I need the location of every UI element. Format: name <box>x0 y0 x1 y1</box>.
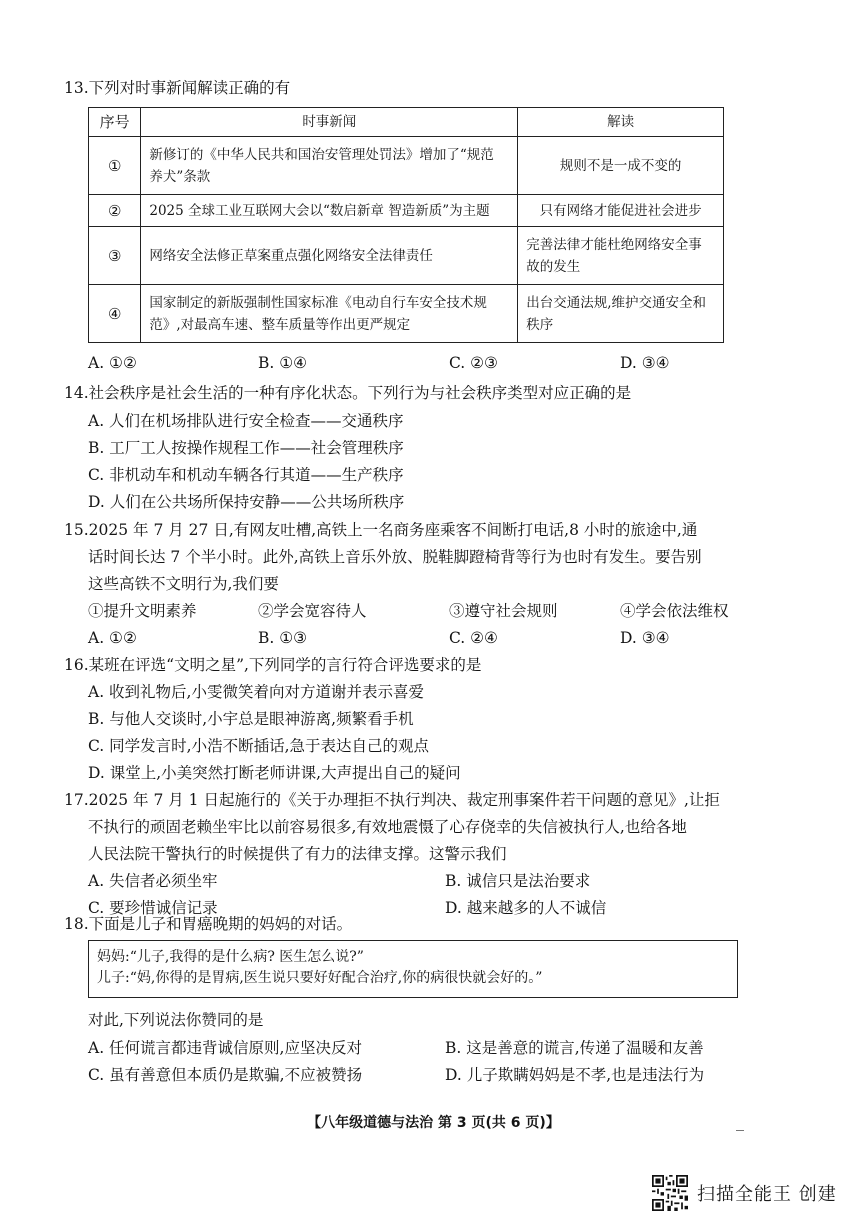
q13-option-d: D. ③④ <box>620 354 670 372</box>
q17-option-b: B. 诚信只是法治要求 <box>445 872 591 890</box>
scanner-watermark: 扫描全能王 创建 <box>697 1184 837 1205</box>
q14-option-c: C. 非机动车和机动车辆各行其道——生产秩序 <box>88 466 404 484</box>
q16-option-b: B. 与他人交谈时,小宇总是眼神游离,频繁看手机 <box>88 710 414 728</box>
row-news-line: 范》,对最高车速、整车质量等作出更严规定 <box>149 316 411 333</box>
q13-option-b: B. ①④ <box>258 354 308 372</box>
q13-option-c: C. ②③ <box>449 354 498 372</box>
q15-item-1: ①提升文明素养 <box>88 602 197 620</box>
news-table <box>88 107 724 343</box>
row-interp-line: 只有网络才能促进社会进步 <box>539 202 702 219</box>
q18-option-b: B. 这是善意的谎言,传递了温暖和友善 <box>445 1039 704 1057</box>
q14-stem: 14.社会秩序是社会生活的一种有序化状态。下列行为与社会秩序类型对应正确的是 <box>64 384 632 402</box>
q14-option-a: A. 人们在机场排队进行安全检查——交通秩序 <box>88 412 404 430</box>
row-interp-line: 出台交通法规,维护交通安全和 <box>526 294 707 311</box>
row-num: ③ <box>89 227 141 285</box>
row-interp <box>518 285 724 343</box>
row-news <box>141 137 518 195</box>
dialog-line-mother: 妈妈:“儿子,我得的是什么病? 医生怎么说?” <box>97 949 364 965</box>
row-news-line: 新修订的《中华人民共和国治安管理处罚法》增加了“规范 <box>149 146 494 163</box>
table-row <box>89 195 724 227</box>
header-num: 序号 <box>89 108 141 137</box>
row-news <box>141 285 518 343</box>
row-interp-line: 秩序 <box>526 316 554 333</box>
q18-option-c: C. 虽有善意但本质仍是欺骗,不应被赞扬 <box>88 1066 363 1084</box>
row-interp-line: 故的发生 <box>526 258 581 275</box>
q16-option-a: A. 收到礼物后,小雯微笑着向对方道谢并表示喜爱 <box>88 683 424 701</box>
q17-stem-line: 人民法院干警执行的时候提供了有力的法律支撑。这警示我们 <box>88 845 507 863</box>
q17-stem-line: 不执行的顽固老赖坐牢比以前容易很多,有效地震慑了心存侥幸的失信被执行人,也给各地 <box>88 818 687 836</box>
q13-option-a: A. ①② <box>88 354 137 372</box>
table-row <box>89 137 724 195</box>
q16-option-d: D. 课堂上,小美突然打断老师讲课,大声提出自己的疑问 <box>88 764 461 782</box>
row-interp-line: 完善法律才能杜绝网络安全事 <box>526 236 702 253</box>
row-news <box>141 195 518 227</box>
row-news-line: 国家制定的新版强制性国家标准《电动自行车安全技术规 <box>149 294 487 311</box>
q18-stem: 18.下面是儿子和胃癌晚期的妈妈的对话。 <box>64 915 353 933</box>
q15-item-3: ③遵守社会规则 <box>449 602 558 620</box>
row-interp <box>518 227 724 285</box>
header-news: 时事新闻 <box>141 108 518 137</box>
q18-lead: 对此,下列说法你赞同的是 <box>88 1011 264 1029</box>
row-num: ② <box>89 195 141 227</box>
q15-stem-line: 话时间长达 7 个半小时。此外,高铁上音乐外放、脱鞋脚蹬椅背等行为也时有发生。要告别 <box>88 548 702 566</box>
q15-stem-line: 15.2025 年 7 月 27 日,有网友吐槽,高铁上一名商务座乘客不间断打电话,8 小时的旅途中,通 <box>64 521 698 539</box>
q15-option-c: C. ②④ <box>449 629 498 647</box>
q15-option-a: A. ①② <box>88 629 137 647</box>
dialog-line-son: 儿子:“妈,你得的是胃病,医生说只要好好配合治疗,你的病很快就会好的。” <box>97 970 543 986</box>
dialog-box <box>88 940 738 998</box>
table-row <box>89 285 724 343</box>
q15-item-4: ④学会依法维权 <box>620 602 729 620</box>
q17-option-d: D. 越来越多的人不诚信 <box>445 899 607 917</box>
q16-option-c: C. 同学发言时,小浩不断插话,急于表达自己的观点 <box>88 737 430 755</box>
row-num: ① <box>89 137 141 195</box>
table-header-row <box>89 108 724 137</box>
q16-stem: 16.某班在评选“文明之星”,下列同学的言行符合评选要求的是 <box>64 656 482 674</box>
row-interp <box>518 195 724 227</box>
q17-option-a: A. 失信者必须坐牢 <box>88 872 218 890</box>
header-interp: 解读 <box>518 108 724 137</box>
page-footer: 【八年级道德与法治 第 3 页(共 6 页)】 <box>307 1115 560 1131</box>
q15-stem-line: 这些高铁不文明行为,我们要 <box>88 575 279 593</box>
q18-option-a: A. 任何谎言都违背诚信原则,应坚决反对 <box>88 1039 362 1057</box>
row-news-line: 养犬”条款 <box>149 168 211 185</box>
scan-mark <box>736 1130 744 1131</box>
q17-stem-line: 17.2025 年 7 月 1 日起施行的《关于办理拒不执行判决、裁定刑事案件若干问题的意见》,让拒 <box>64 791 720 809</box>
row-news <box>141 227 518 285</box>
row-num: ④ <box>89 285 141 343</box>
row-interp-line: 规则不是一成不变的 <box>559 157 682 174</box>
q13-stem: 13.下列对时事新闻解读正确的有 <box>64 79 291 97</box>
q15-option-d: D. ③④ <box>620 629 670 647</box>
q17-option-c: C. 要珍惜诚信记录 <box>88 899 218 917</box>
q15-item-2: ②学会宽容待人 <box>258 602 367 620</box>
q15-option-b: B. ①③ <box>258 629 308 647</box>
q14-option-b: B. 工厂工人按操作规程工作——社会管理秩序 <box>88 439 404 457</box>
row-interp <box>518 137 724 195</box>
row-news-line: 2025 全球工业互联网大会以“数启新章 智造新质”为主题 <box>149 202 490 219</box>
q18-option-d: D. 儿子欺瞒妈妈是不孝,也是违法行为 <box>445 1066 705 1084</box>
row-news-line: 网络安全法修正草案重点强化网络安全法律责任 <box>149 247 433 264</box>
q14-option-d: D. 人们在公共场所保持安静——公共场所秩序 <box>88 493 405 511</box>
qr-code-icon <box>652 1175 688 1211</box>
table-row <box>89 227 724 285</box>
